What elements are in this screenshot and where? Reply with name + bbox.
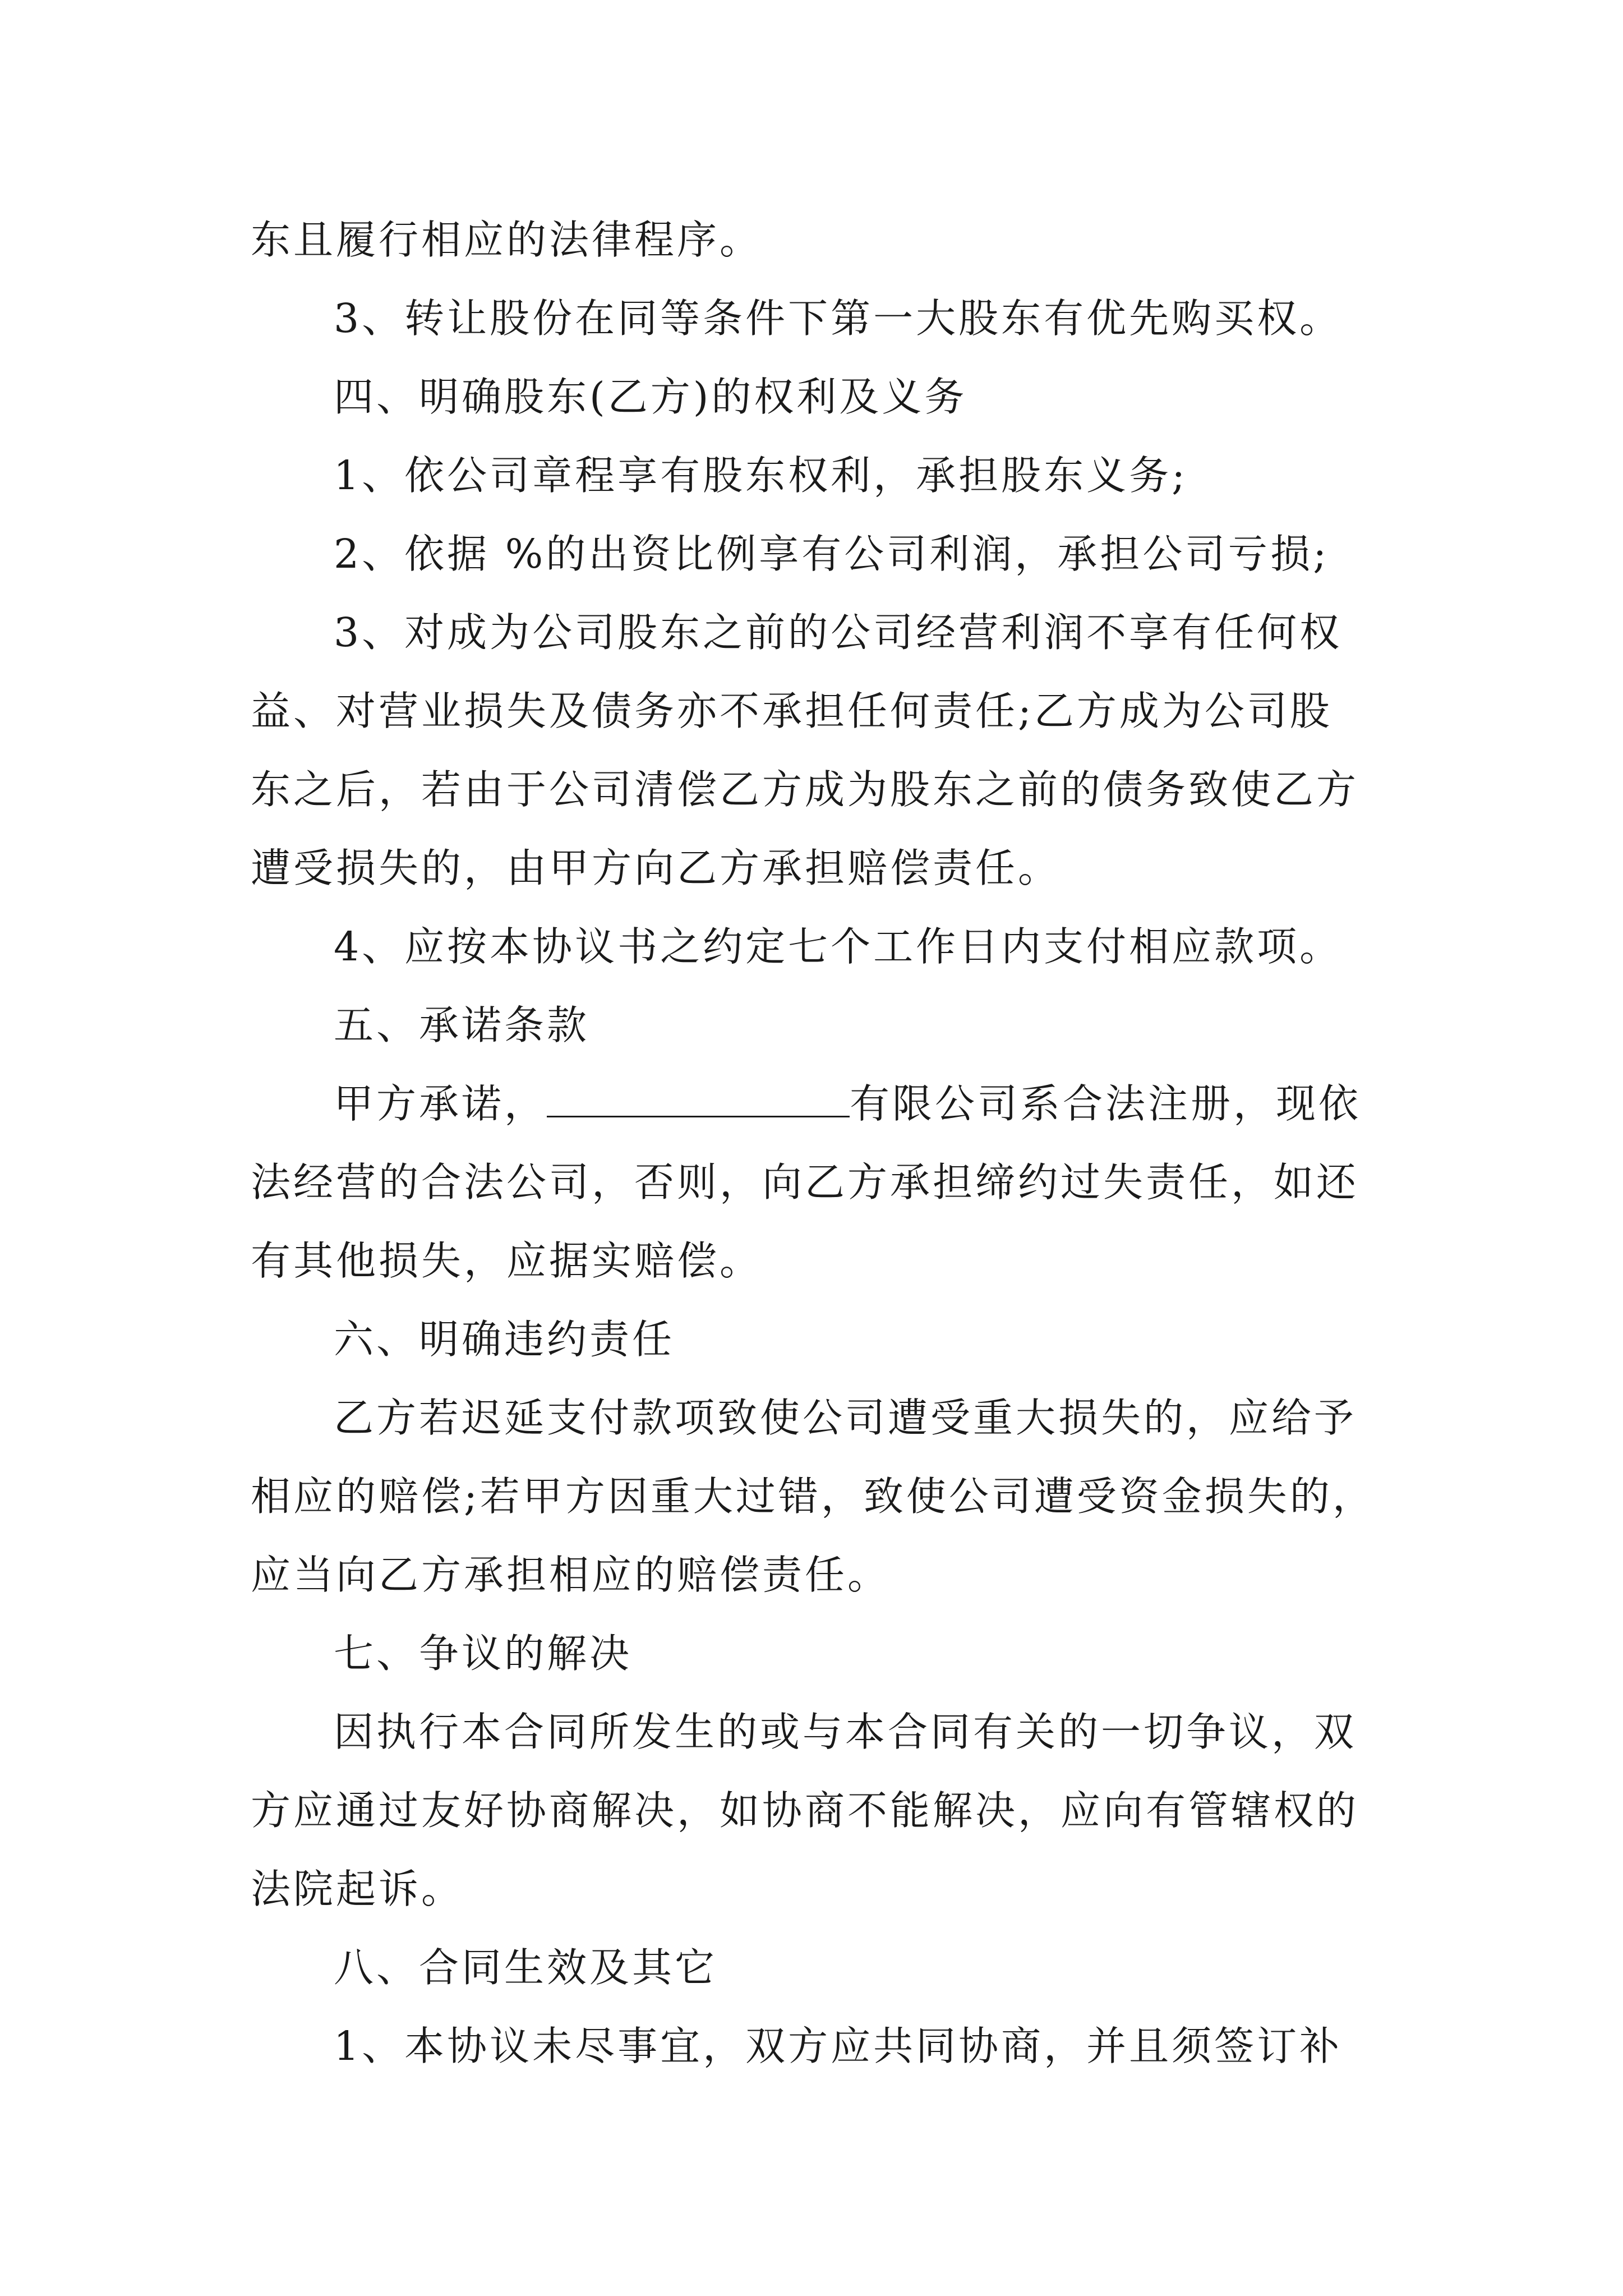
text-line: 应当向乙方承担相应的赔偿责任。 (251, 1552, 891, 1598)
text-line: 1、本协议未尽事宜，双方应共同协商，并且须签订补 (334, 2023, 1343, 2069)
section-heading: 八、合同生效及其它 (334, 1944, 718, 1991)
text-line: 相应的赔偿;若甲方因重大过错，致使公司遭受资金损失的， (251, 1473, 1375, 1520)
text-line: 4、应按本协议书之约定七个工作日内支付相应款项。 (334, 923, 1343, 970)
text-line: 遭受损失的，由甲方向乙方承担赔偿责任。 (251, 845, 1061, 891)
text-fragment: 甲方承诺， (334, 1080, 547, 1127)
text-line: 有其他损失，应据实赔偿。 (251, 1237, 763, 1284)
fill-in-blank (547, 1082, 850, 1117)
text-line: 方应通过友好协商解决，如协商不能解决，应向有管辖权的 (251, 1787, 1359, 1834)
text-line: 乙方若迟延支付款项致使公司遭受重大损失的，应给予 (334, 1395, 1357, 1441)
text-fragment: 有限公司系合法注册，现依 (850, 1080, 1362, 1127)
text-line: 法经营的合法公司，否则，向乙方承担缔约过失责任，如还 (251, 1159, 1359, 1205)
text-line: 1、依公司章程享有股东权利，承担股东义务; (334, 452, 1188, 499)
text-line: 益、对营业损失及债务亦不承担任何责任;乙方成为公司股 (251, 688, 1332, 734)
text-line: 因执行本合同所发生的或与本合同有关的一切争议，双 (334, 1709, 1357, 1755)
text-line: 法院起诉。 (251, 1866, 464, 1912)
text-line: 3、转让股份在同等条件下第一大股东有优先购买权。 (334, 295, 1343, 342)
text-line (334, 1076, 1361, 1132)
text-line: 2、依据 %的出资比例享有公司利润，承担公司亏损; (334, 531, 1330, 577)
section-heading: 五、承诺条款 (334, 1002, 590, 1048)
section-heading: 七、争议的解决 (334, 1630, 633, 1677)
section-heading: 六、明确违约责任 (334, 1316, 675, 1363)
section-heading: 四、明确股东(乙方)的权利及义务 (334, 374, 967, 420)
text-line: 3、对成为公司股东之前的公司经营利润不享有任何权 (334, 609, 1343, 656)
text-line: 东且履行相应的法律程序。 (251, 217, 763, 263)
text-line: 东之后，若由于公司清偿乙方成为股东之前的债务致使乙方 (251, 766, 1359, 813)
